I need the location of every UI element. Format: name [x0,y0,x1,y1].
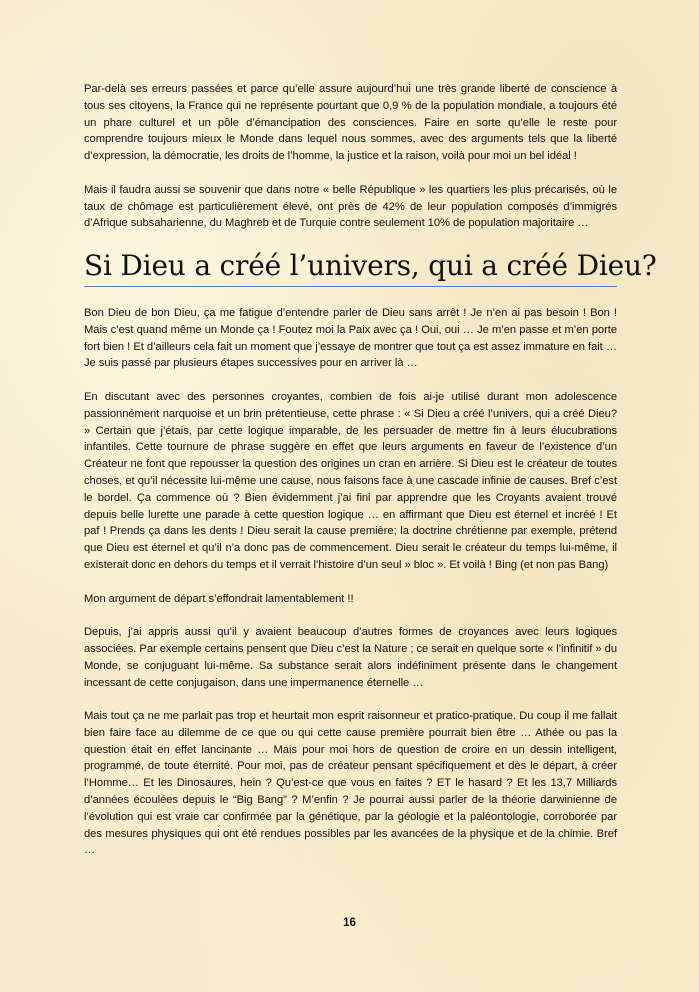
chapter-heading [84,248,657,287]
body-paragraph-3: Mon argument de départ s’effondrait lamentablement !! [84,592,354,605]
body-paragraph-4: Depuis, j’ai appris aussi qu’il y avaient beaucoup d’autres formes de croyances avec leurs logiques associées. Par exemple certains pensent que Dieu c’est la Nature ; ce serait en quelque sorte « l’infinitif » du Monde, se conjuguant lui-même. Sa substance serait alors indéfiniment présente dans le changement incessant de cette conjugaison, dans une impermanence éternelle … [84,626,617,689]
title-underline [84,286,617,287]
body-paragraph-1: Bon Dieu de bon Dieu, ça me fatigue d’entendre parler de Dieu sans arrêt ! Je n’en ai pas besoin ! Bon ! Mais c’est quand même un Monde ça ! Foutez moi la Paix avec ça ! Oui, oui … Je m’en passe et m’en porte fort bien ! Et d’ailleurs cela fait un moment que j’essaye de montrer que tout ça est assez immature en fait … Je suis passé par plusieurs étapes successives pour en arriver là … [84,306,617,370]
intro-paragraph-2: Mais il faudra aussi se souvenir que dans notre « belle République » les quartiers les plus précarisés, où le taux de chômage est particulièrement élevé, ont près de 42% de leur population composés d’immigrés d’Afrique subsaharienne, du Maghreb et de Turquie contre seulement 10% de population majoritaire … [84,183,617,230]
page-content [84,81,657,876]
page-number: 16 [343,917,356,929]
intro-paragraph-1: Par-delà ses erreurs passées et parce qu’elle assure aujourd’hui une très grande liberté de conscience à tous ses citoyens, la France qui ne représente pourtant que 0,9 % de la population mondiale, a toujours été un phare culturel et un pôle d’émancipation des consciences. Faire en sorte qu’elle le reste pour comprendre toujours mieux le Monde dans lequel nous sommes, avec des arguments tels que la liberté d’expression, la démocratie, les droits de l’homme, la justice et la raison, voilà pour moi un bel idéal ! [84,83,617,163]
chapter-title: Si Dieu a créé l’univers, qui a créé Dieu? [84,248,657,282]
body-paragraph-5: Mais tout ça ne me parlait pas trop et heurtait mon esprit raisonneur et pratico-pratique. Du coup il me fallait bien faire face au dilemme de ce que ou qui cette cause première pourrait bien être … Athée ou pas la question était en effet lancinante … Mais pour moi hors de question de croire en un dessin intelligent, programmé, de toute éternité. Pour moi, pas de créateur pensant spécifiquement et dès le départ, à créer l’Homme… Et les Dinosaures, hein ? Qu’est-ce que vous en faites ? ET le hasard ? Et les 13,7 Milliards d’années écoulées depuis le “Big Bang” ? M’enfin ? Je pourrai aussi parler de la théorie darwinienne de l’évolution qui est vraie car confirmée par la génétique, par la géologie et la paléontologie, corroborée par des mesures physiques qui ont été rendues possibles par les avancées de la physique et de la chimie. Bref … [84,710,617,857]
body-paragraph-2: En discutant avec des personnes croyantes, combien de fois ai-je utilisé durant mon adolescence passionnément narquoise et un brin prétentieuse, cette phrase : « Si Dieu a créé l’univers, qui a créé Dieu? » Certain que j’étais, par cette logique imparable, de les persuader de mettre fin à leurs élucubrations infantiles. Cette tournure de phrase suggère en effet que leurs arguments en faveur de l’existence d’un Créateur ne font que repousser la question des origines un cran en arrière. Si Dieu est le créateur de toutes choses, et qu’il nécessite lui-même une cause, nous faisons face à une cascade infinie de causes. Bref c’est le bordel. Ça commence où ? Bien évidemment j’ai fini par apprendre que les Croyants avaient trouvé depuis belle lurette une parade à cette question logique … en affirmant que Dieu est éternel et incréé ! Et paf ! Prends ça dans les dents ! Dieu serait la cause première; la doctrine chrétienne par exemple, prétend que Dieu est éternel et qu’il n’a donc pas de commencement. Dieu serait le créateur du temps lui-même, il existerait donc en dehors du temps et il verrait l’histoire d’un seul » bloc ». Et voilà ! Bing (et non pas Bang) [84,390,617,571]
